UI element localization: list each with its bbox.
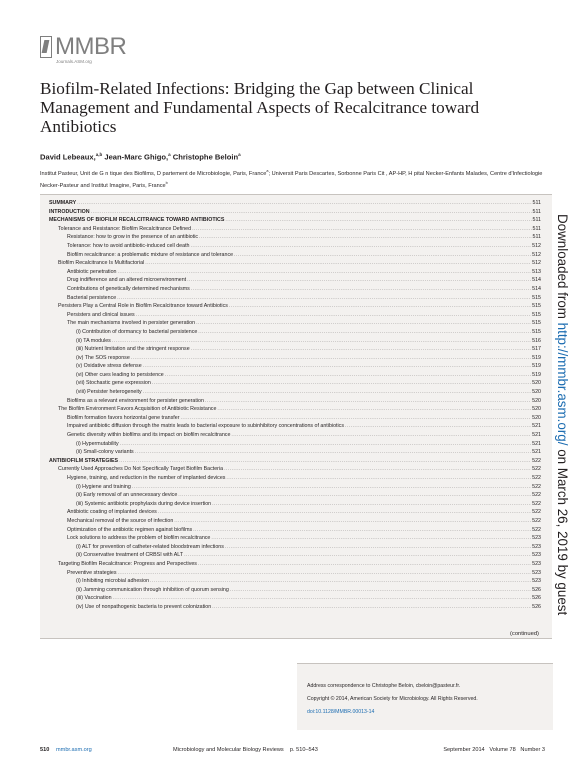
toc-entry-title: (ii) Jamming communication through inhibition of quorum sensing [76,586,229,593]
toc-entry-page: 520 [532,397,541,404]
toc-entry[interactable] [49,293,541,302]
journal-reference: Microbiology and Molecular Biology Reviews p. 510–543 [173,747,318,753]
toc-entry[interactable] [49,473,541,482]
toc-entry-page: 515 [532,320,541,327]
copyright-notice: Copyright © 2014, American Society for Microbiology. All Rights Reserved. [307,696,478,702]
toc-leader-dots [198,561,531,568]
toc-entry-title: (iv) Use of nonpathogenic bacteria to prevent colonization [76,603,212,610]
toc-entry[interactable] [49,568,541,577]
asm-logo-icon [40,36,52,58]
toc-entry-title: (i) Contribution of dormancy to bacterial persistence [76,328,198,335]
toc-entry-page: 511 [532,208,541,215]
toc-entry[interactable] [49,593,541,602]
toc-entry-title: (iv) The SOS response [76,354,130,361]
doi-link[interactable]: doi:10.1128/MMBR.00013-14 [307,709,375,715]
toc-entry[interactable] [49,413,541,422]
toc-entry[interactable] [49,215,541,224]
author-affiliation-mark: a [168,152,171,157]
page-footer [40,747,545,755]
toc-entry-page: 522 [532,475,541,481]
author-name: Christophe Beloin [172,152,239,162]
toc-entry-title: Currently Used Approaches Do Not Specifically Target Biofilm Bacteria [58,466,224,473]
toc-entry-page: 513 [532,268,541,275]
toc-entry-title: (ii) Small-colony variants [76,449,134,456]
toc-entry[interactable] [49,550,541,559]
toc-entry[interactable] [49,585,541,594]
affiliation-text-2: ; Universit Paris Descartes, Sorbonne Paris Cit , AP-HP, H pital Necker-Enfants Malades, Centre d'Infectiologie Necker-Pasteur and Institut Imagine, Paris, France [40,170,543,189]
affiliation-text-1: Institut Pasteur, Unit de G n tique des Biofilms, D partement de Microbiologie, Paris, France [40,170,267,177]
toc-entry-title: (ii) Early removal of an unnecessary device [76,492,178,499]
toc-entry[interactable] [49,507,541,516]
toc-leader-dots [345,423,531,430]
toc-entry-page: 516 [532,337,541,344]
toc-entry-page: 515 [532,294,541,301]
toc-entry-title: INTRODUCTION [49,208,90,215]
toc-entry-page: 520 [532,414,541,421]
toc-leader-dots [231,432,531,439]
page-number: 510 [40,747,50,753]
toc-entry-title: Preventive strategies [67,569,117,576]
toc-leader-dots [158,509,531,516]
toc-entry[interactable] [49,542,541,551]
toc-entry[interactable] [49,336,541,345]
toc-entry-title: (iii) Systemic antibiotic prophylaxis during device insertion [76,500,212,507]
toc-entry[interactable] [49,258,541,267]
toc-entry-page: 523 [532,543,541,550]
author-list [40,152,241,162]
toc-entry[interactable] [49,482,541,491]
toc-entry-title: Mechanical removal of the source of infection [67,517,174,524]
toc-entry-page: 519 [532,371,541,378]
toc-entry-page: 521 [532,449,541,456]
toc-entry-page: 517 [532,346,541,353]
toc-leader-dots [150,578,531,585]
toc-leader-dots [234,252,531,259]
download-suffix: on March 26, 2019 by guest [555,445,570,616]
toc-entry[interactable] [49,224,541,233]
toc-continued: (continued) [509,631,539,637]
toc-leader-dots [191,286,531,293]
toc-entry[interactable] [49,456,541,465]
toc-entry[interactable] [49,387,541,396]
toc-entry-page: 526 [532,603,541,610]
toc-entry-page: 511 [532,234,541,241]
toc-leader-dots [193,527,531,534]
toc-entry-page: 512 [532,242,541,249]
toc-leader-dots [136,312,531,319]
toc-entry-page: 523 [532,578,541,585]
toc-entry-title: Biofilm recalcitrance: a problematic mixture of resistance and tolerance [67,251,234,258]
toc-entry-page: 511 [532,217,541,224]
toc-entry[interactable] [49,344,541,353]
toc-entry-title: Biofilms as a relevant environment for persister generation [67,397,204,404]
toc-entry-page: 512 [532,260,541,267]
toc-entry[interactable] [49,232,541,241]
toc-leader-dots [143,363,532,370]
toc-entry-page: 522 [532,483,541,490]
toc-list [49,198,541,611]
toc-entry-title: (ii) Conservative treatment of CRBSI with ALT [76,552,184,559]
correspondence-address: Address correspondence to Christophe Beloin, cbeloin@pasteur.fr. [307,683,461,689]
toc-entry-title: (i) Hypermutability [76,440,119,447]
toc-leader-dots [91,209,532,216]
toc-leader-dots [113,595,532,602]
toc-leader-dots [184,552,531,559]
toc-entry-title: Antibiotic penetration [67,268,117,275]
toc-leader-dots [192,226,531,233]
toc-entry-title: Hygiene, training, and reduction in the number of implanted devices [67,475,226,481]
toc-entry-title: Antibiotic coating of implanted devices [67,509,157,516]
toc-leader-dots [191,346,532,353]
toc-entry-title: Tolerance: how to avoid antibiotic-induced cell death [67,242,190,249]
toc-entry-page: 522 [532,500,541,507]
toc-entry-title: The Biofilm Environment Favors Acquisition of Antibiotic Resistance [58,406,217,413]
download-prefix: Downloaded from [555,214,570,323]
toc-entry[interactable] [49,516,541,525]
toc-entry-title: Persisters and clinical issues [67,311,135,318]
toc-entry-page: 520 [532,406,541,413]
author-name: David Lebeaux, [40,152,96,162]
toc-leader-dots [174,518,531,525]
toc-entry[interactable] [49,404,541,413]
toc-entry[interactable] [49,198,541,207]
article-title: Biofilm-Related Infections: Bridging the Gap between Clinical Management and Fundamental Aspects of Recalcitrance toward Antibiotics [40,79,480,136]
toc-entry[interactable] [49,430,541,439]
toc-leader-dots [131,355,531,362]
toc-entry-page: 522 [532,492,541,499]
toc-leader-dots [120,441,531,448]
toc-entry-page: 515 [532,311,541,318]
toc-entry[interactable] [49,310,541,319]
toc-entry-page: 521 [532,432,541,439]
toc-leader-dots [217,406,531,413]
toc-entry-title: Biofilm formation favors horizontal gene transfer [67,414,180,421]
toc-entry-page: 522 [532,517,541,524]
toc-entry-page: 520 [532,380,541,387]
toc-entry[interactable] [49,439,541,448]
toc-entry[interactable] [49,250,541,259]
toc-leader-dots [211,535,531,542]
toc-leader-dots [145,260,531,267]
toc-leader-dots [119,458,531,465]
toc-entry[interactable] [49,353,541,362]
toc-leader-dots [205,398,531,405]
toc-entry[interactable] [49,207,541,216]
toc-entry-title: Impaired antibiotic diffusion through the matrix leads to bacterial exposure to subinhibitory concentrations of antibiotics [67,423,344,430]
toc-entry[interactable] [49,533,541,542]
toc-entry[interactable] [49,396,541,405]
toc-entry-page: 523 [532,535,541,542]
toc-entry[interactable] [49,378,541,387]
toc-leader-dots [212,604,531,611]
toc-entry[interactable] [49,576,541,585]
affiliation-sup-2: b [165,180,168,185]
toc-leader-dots [225,217,531,224]
site-link[interactable]: mmbr.asm.org [56,747,92,753]
toc-entry-page: 522 [532,466,541,473]
toc-entry-title: (iii) Vaccination [76,595,112,602]
toc-leader-dots [112,338,531,345]
toc-entry-title: Persisters Play a Central Role in Biofilm Recalcitrance toward Antibiotics [58,303,228,310]
toc-entry[interactable] [49,464,541,473]
toc-entry-page: 521 [532,440,541,447]
toc-entry-title: MECHANISMS OF BIOFILM RECALCITRANCE TOWARD ANTIBIOTICS [49,217,225,224]
toc-leader-dots [198,329,531,336]
toc-entry-page: 522 [532,509,541,516]
toc-entry-title: Contributions of genetically determined mechanisms [67,285,190,292]
toc-entry[interactable] [49,421,541,430]
toc-leader-dots [226,475,531,482]
toc-entry-page: 519 [532,363,541,370]
toc-entry-page: 514 [532,285,541,292]
toc-entry[interactable] [49,275,541,284]
toc-entry-page: 520 [532,389,541,396]
toc-entry-page: 523 [532,560,541,567]
toc-leader-dots [165,372,531,379]
toc-entry[interactable] [49,284,541,293]
toc-entry-title: (ii) TA modules [76,337,111,344]
toc-entry-page: 515 [532,328,541,335]
toc-entry-page: 512 [532,251,541,258]
toc-entry-title: (vii) Stochastic gene expression [76,380,151,387]
toc-leader-dots [229,303,531,310]
toc-entry-title: The main mechanisms involved in persister generation [67,320,196,327]
toc-entry[interactable] [49,602,541,611]
toc-entry[interactable] [49,241,541,250]
toc-entry-page: 519 [532,354,541,361]
download-url-link[interactable]: http://mmbr.asm.org/ [555,322,570,446]
toc-leader-dots [196,320,531,327]
toc-entry[interactable] [49,318,541,327]
toc-leader-dots [191,243,532,250]
toc-entry[interactable] [49,361,541,370]
toc-leader-dots [199,234,532,241]
toc-entry[interactable] [49,370,541,379]
toc-leader-dots [224,466,531,473]
toc-entry[interactable] [49,490,541,499]
toc-entry-page: 521 [532,423,541,430]
toc-leader-dots [178,492,531,499]
toc-leader-dots [187,277,531,284]
toc-leader-dots [230,587,531,594]
toc-entry-title: Drug indifference and an altered microenvironment [67,277,187,284]
toc-leader-dots [135,449,531,456]
toc-entry[interactable] [49,447,541,456]
toc-entry-title: Resistance: how to grow in the presence of an antibiotic [67,234,199,241]
toc-leader-dots [152,380,531,387]
toc-entry-title: Targeting Biofilm Recalcitrance: Progress and Perspectives [58,560,197,567]
toc-leader-dots [212,501,531,508]
toc-entry-page: 511 [532,225,541,232]
toc-leader-dots [117,269,531,276]
author-name: Jean-Marc Ghigo, [104,152,169,162]
toc-entry-title: ANTIBIOFILM STRATEGIES [49,457,119,464]
affiliation-sup-1: a [266,169,269,173]
toc-entry-page: 511 [532,200,541,206]
table-of-contents [40,194,552,639]
toc-entry-title: Biofilm Recalcitrance Is Multifactorial [58,260,145,267]
affiliations [40,167,560,191]
toc-entry-title: Optimization of the antibiotic regimen against biofilms [67,526,193,533]
toc-entry-title: Tolerance and Resistance: Biofilm Recalcitrance Defined [58,225,192,232]
correspondence-box [297,663,553,730]
toc-entry-title: Bacterial persistence [67,294,117,301]
toc-entry[interactable] [49,499,541,508]
logo-subtitle: Journals.ASM.org [56,59,92,64]
toc-entry[interactable] [49,301,541,310]
author-affiliation-mark: a,b [95,152,103,157]
toc-leader-dots [77,200,531,207]
toc-entry[interactable] [49,525,541,534]
toc-leader-dots [117,570,531,577]
toc-entry-page: 526 [532,595,541,602]
download-notice [555,214,570,615]
toc-entry-title: (vi) Other cues leading to persistence [76,371,164,378]
toc-leader-dots [180,415,531,422]
toc-entry[interactable] [49,267,541,276]
toc-entry-page: 522 [532,457,541,464]
toc-entry-title: SUMMARY [49,200,77,206]
toc-leader-dots [132,484,531,491]
toc-entry-title: (i) Inhibiting microbial adhesion [76,578,150,585]
author-affiliation-mark: a [238,152,241,157]
toc-entry-page: 523 [532,552,541,559]
toc-entry-page: 522 [532,526,541,533]
toc-entry-title: (v) Oxidative stress defense [76,363,142,370]
toc-leader-dots [117,295,531,302]
toc-entry[interactable] [49,559,541,568]
toc-entry-page: 523 [532,569,541,576]
toc-entry-title: (i) Hygiene and training [76,483,131,490]
toc-entry-page: 515 [532,303,541,310]
toc-entry-title: (i) ALT for prevention of catheter-related bloodstream infections [76,543,224,550]
toc-entry[interactable] [49,327,541,336]
toc-entry-page: 526 [532,586,541,593]
toc-leader-dots [143,389,532,396]
toc-entry-title: Genetic diversity within biofilms and its impact on biofilm recalcitrance [67,432,231,439]
toc-entry-title: Lock solutions to address the problem of biofilm recalcitrance [67,535,211,542]
logo-text: MMBR [55,33,127,60]
toc-leader-dots [225,544,531,551]
toc-entry-title: (iii) Nutrient limitation and the stringent response [76,346,190,353]
toc-entry-title: (viii) Persister heterogeneity [76,389,142,396]
toc-entry-page: 514 [532,277,541,284]
issue-info: September 2014 Volume 78 Number 3 [443,747,545,753]
